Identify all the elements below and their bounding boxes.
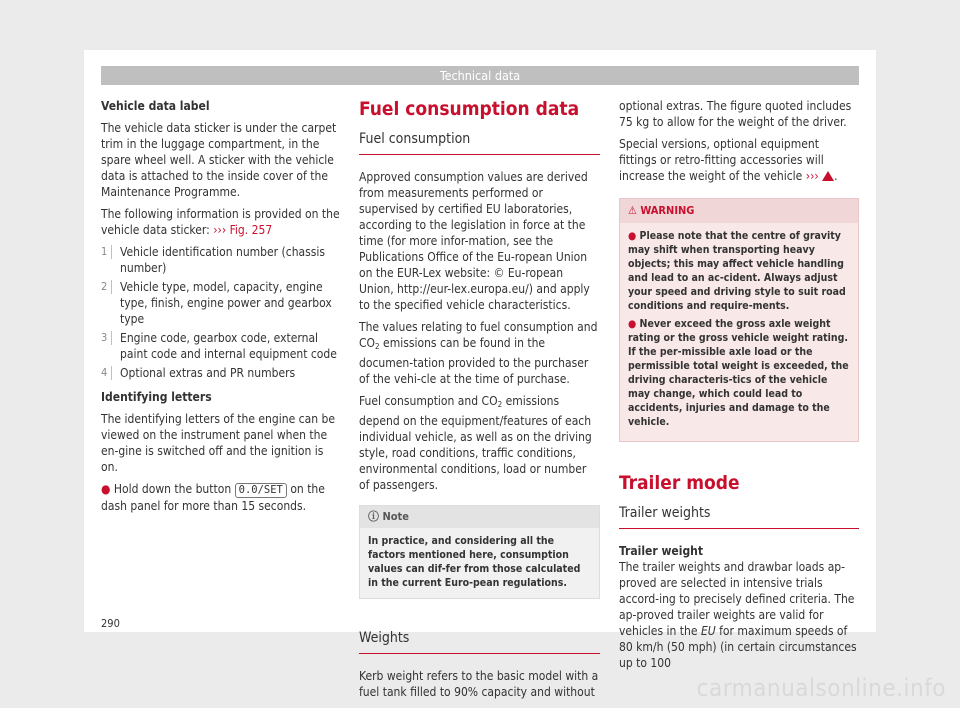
numbered-list: [101, 244, 341, 381]
page-header: Technical data: [101, 66, 859, 85]
vehicle-data-label-text: The vehicle data sticker is under the carpet trim in the luggage compartment, in the spare wheel well. A sticker with the vehicle data is attached to the inside cover of the Maintenance Programme.: [101, 121, 337, 199]
note-icon: ⓘ: [368, 510, 379, 523]
note-text: In practice, and considering all the factors mentioned here, consumption values can dif-fer from those calculated in the current Euro-pean regulations.: [368, 535, 581, 589]
weights-continued-text: optional extras. The figure quoted includes 75 kg to allow for the weight of the driver.: [619, 99, 852, 129]
bullet-text-pre: Hold down the button: [113, 482, 232, 496]
tw-eu: EU: [700, 624, 716, 638]
warning-item: [628, 229, 850, 313]
fuel-paragraph-2: [359, 319, 600, 387]
list-item: [101, 279, 341, 327]
warning-icon: ⚠: [628, 204, 637, 217]
warning-text: Please note that the centre of gravity may shift when transporting heavy objects; this may affect vehicle handling and lead to an ac-cident. Always adjust your speed and driving style to suit road conditions and require-ments.: [628, 230, 846, 312]
warning-text: Never exceed the gross axle weight rating or the gross vehicle weight rating. If the per-missible axle load or the permissible total weight is exceeded, the driving characteris-tics of the vehicle may change, which could lead to accidents, injuries and damage to the vehicle.: [628, 318, 849, 428]
column-left: [101, 98, 341, 520]
weights-text: Kerb weight refers to the basic model with a fuel tank filled to 90% capacity and without: [359, 669, 599, 699]
fuel-consumption-data-heading: Fuel consumption data: [359, 98, 580, 120]
bullet-text-post: on the dash panel for more than 15 seconds.: [101, 482, 325, 513]
bullet-icon: ●: [101, 482, 111, 496]
tw-text-a: The trailer weights and drawbar loads ap-proved are selected in intensive trials accord-ing to precisely defined criteria. The ap-proved trailer weights are valid for vehicles in the: [619, 560, 855, 638]
warning-body: [620, 223, 858, 441]
tw-text-b: for maximum speeds of 80 km/h (50 mph) (in certain circumstances up to 100: [619, 624, 857, 670]
p3-subscript: 2: [497, 400, 503, 409]
warning-triangle-icon: [822, 171, 834, 181]
set-key-button: 0.0/SET: [235, 483, 287, 498]
note-header: [360, 506, 599, 528]
list-item: [101, 244, 341, 276]
list-item: [101, 330, 341, 362]
info-paragraph: [101, 206, 341, 238]
item-number: 2: [101, 280, 112, 294]
fuel-consumption-heading: Fuel consumption: [359, 130, 600, 155]
trailer-weight-title: Trailer weight: [619, 544, 704, 558]
note-box: [359, 505, 600, 599]
item-number: 4: [101, 366, 112, 380]
vehicle-data-label-title: Vehicle data label: [101, 99, 210, 113]
item-text: Optional extras and PR numbers: [120, 366, 296, 380]
special-versions-body: Special versions, optional equipment fittings or retro-fitting accessories will increase the weight of the vehicle: [619, 137, 824, 183]
identifying-letters-title: Identifying letters: [101, 390, 212, 404]
p3-text-a: Fuel consumption and CO: [359, 394, 498, 408]
column-middle: [359, 98, 600, 706]
item-number: 3: [101, 331, 112, 345]
trailer-mode-heading: Trailer mode: [619, 472, 740, 494]
warning-header: [620, 199, 858, 223]
warning-title: WARNING: [640, 204, 695, 217]
trailer-weights-heading: Trailer weights: [619, 504, 859, 529]
bullet-icon: ●: [628, 230, 637, 242]
list-item: [101, 365, 341, 381]
column-right: [619, 98, 859, 677]
warning-item: [628, 317, 850, 429]
special-versions-text: Special versions, optional equipment fittings or retro-fitting accessories will increase the weight of the vehicle ››› .: [619, 137, 838, 183]
bullet-icon: ●: [628, 318, 637, 330]
fuel-paragraph-1: Approved consumption values are derived from measurements performed or supervised by certified EU laboratories, according to the legislation in force at the time (for more infor-mation, see the Publications Office of the Eu-ropean Union on the EUR-Lex website: © Eu-ropean Union, http://eur-lex.europa.eu/) and apply to the specified vehicle characteristics.: [359, 170, 590, 312]
bullet-instruction: [101, 481, 341, 514]
item-text: Vehicle type, model, capacity, engine type, finish, engine power and gearbox type: [120, 280, 332, 326]
watermark: carmanualsonline.info: [696, 674, 946, 702]
note-title: Note: [382, 510, 409, 523]
weights-heading: Weights: [359, 629, 600, 654]
identifying-letters-text: The identifying letters of the engine can be viewed on the instrument panel when the en-gine is switched off and the ignition is on.: [101, 412, 335, 474]
page-number: 290: [101, 617, 120, 630]
trailer-weight-text: [619, 559, 859, 671]
arrow-icon: ›››: [213, 223, 227, 237]
arrow-icon: ›››: [805, 169, 819, 183]
warning-box: [619, 198, 859, 442]
item-text: Engine code, gearbox code, external paint code and internal equipment code: [120, 331, 337, 361]
info-text: The following information is provided on the vehicle data sticker:: [101, 207, 340, 237]
p3-text-b: emissions depend on the equipment/features of each individual vehicle, as well as on the driving style, road conditions, traffic conditions, environmental conditions, load or number of passengers.: [359, 394, 592, 492]
fuel-paragraph-3: [359, 393, 600, 493]
item-number: 1: [101, 245, 112, 259]
p2-text-a: The values relating to fuel consumption and CO: [359, 320, 598, 350]
p2-text-b: emissions can be found in the documen-tation provided to the purchaser of the vehi-cle at the time of purchase.: [359, 336, 589, 386]
figure-link[interactable]: Fig. 257: [229, 223, 273, 237]
p2-subscript: 2: [375, 342, 380, 351]
item-text: Vehicle identification number (chassis number): [120, 245, 326, 275]
